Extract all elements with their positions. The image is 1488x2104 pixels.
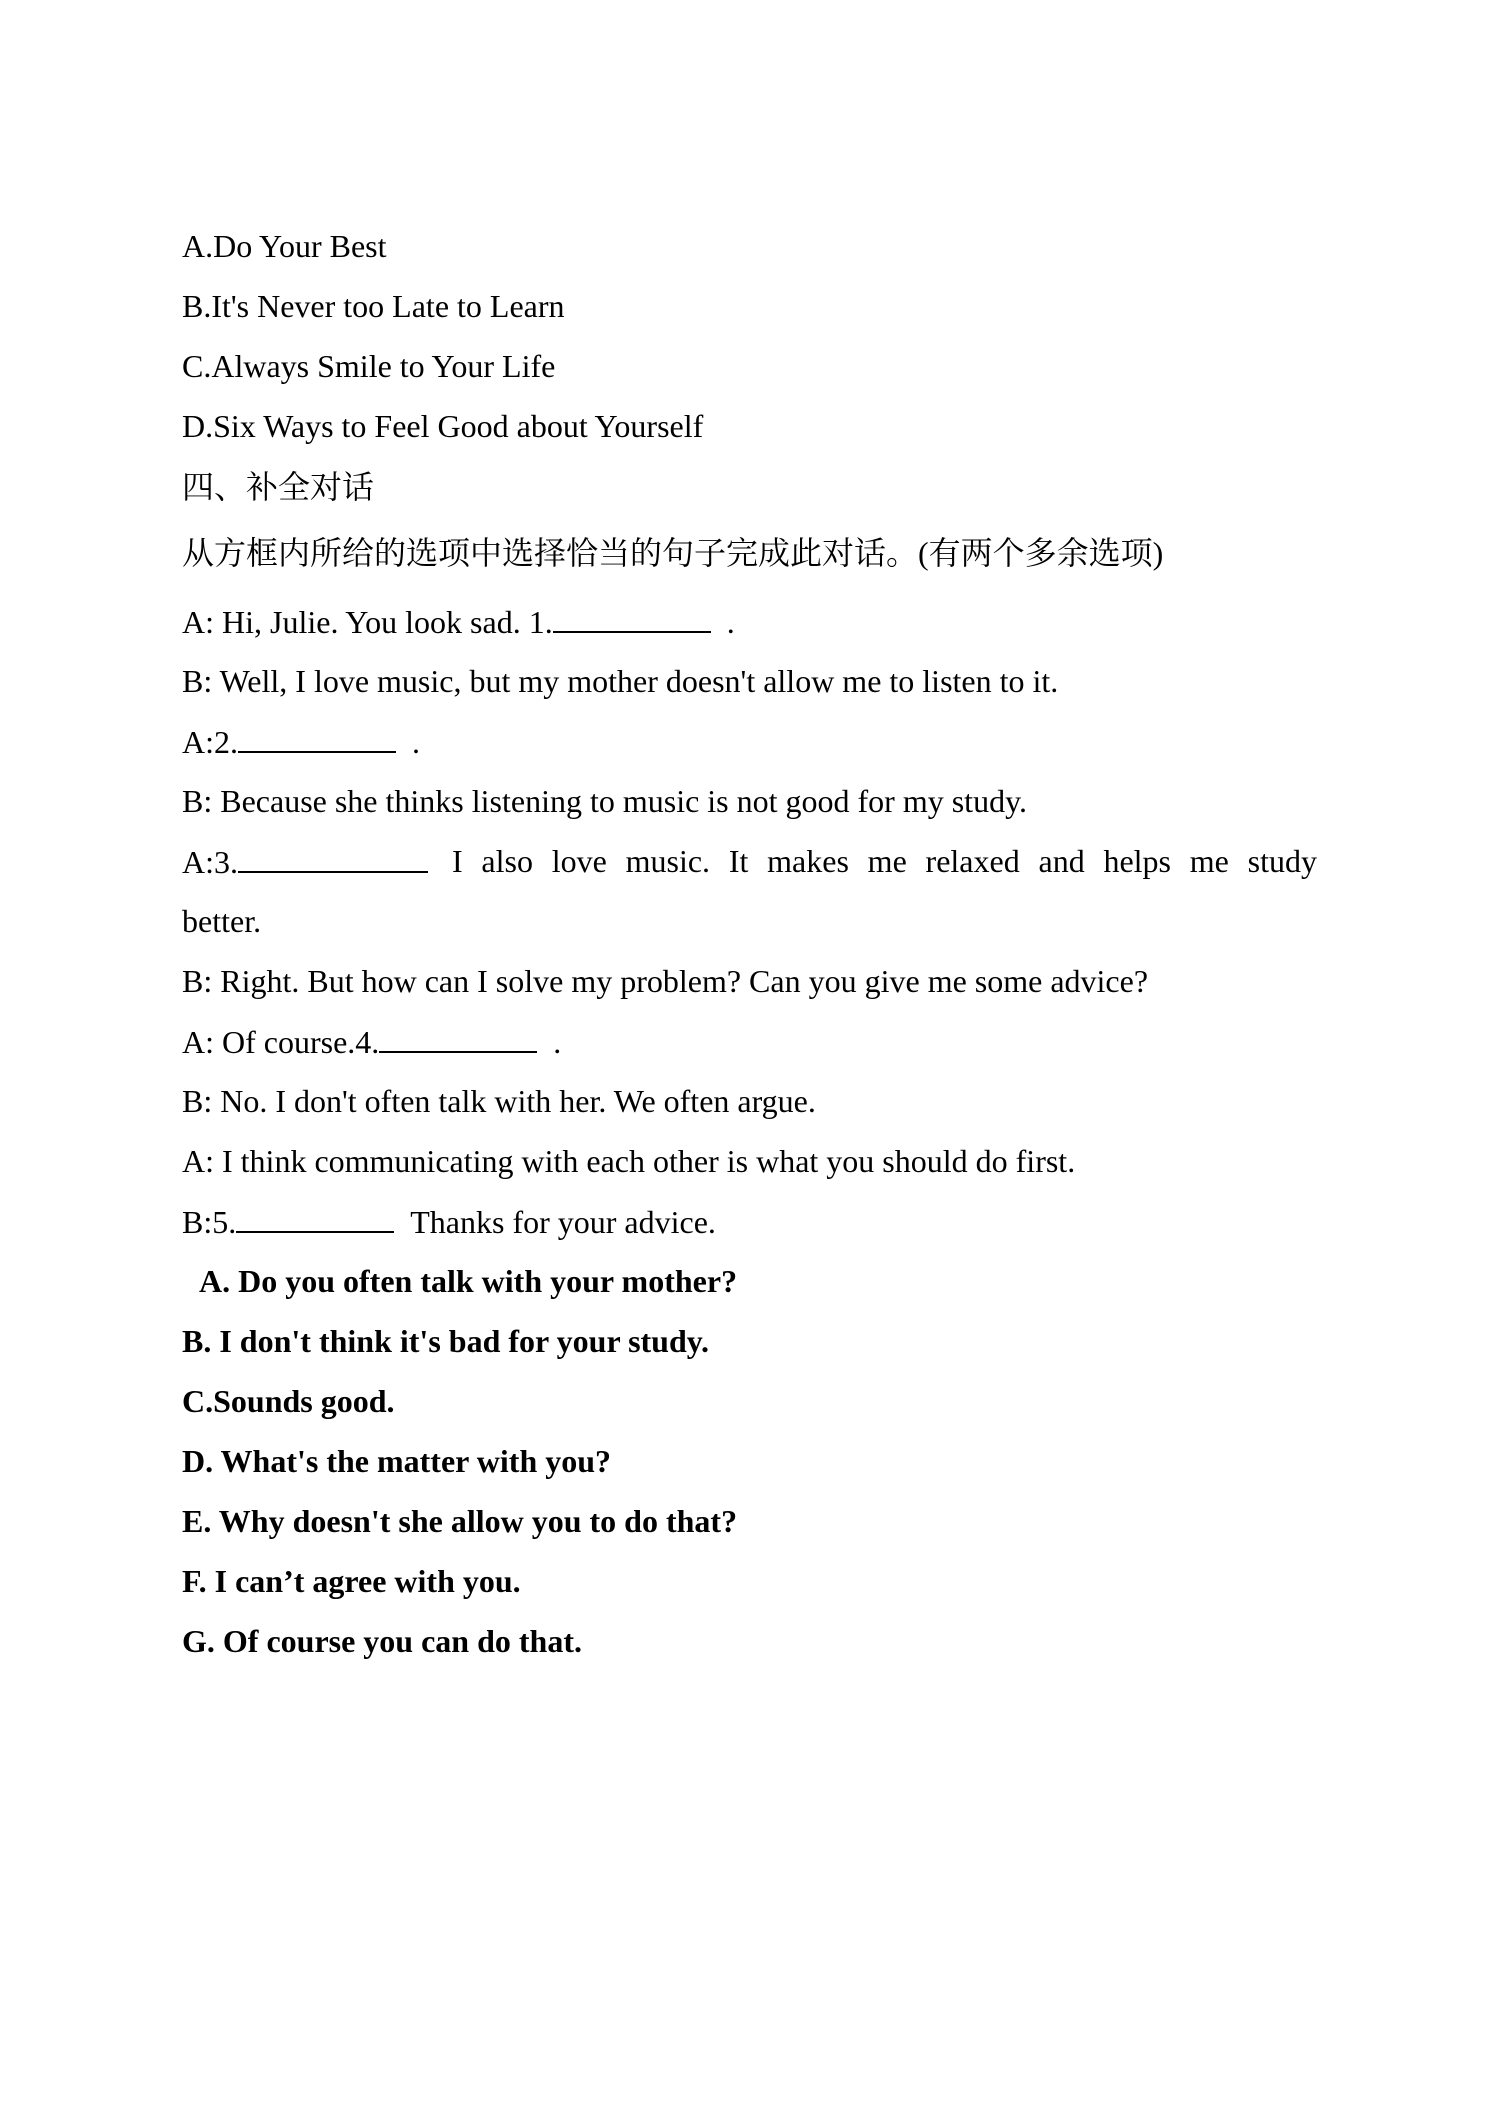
answer-option-g: G. Of course you can do that.: [182, 1623, 582, 1659]
dialogue-text: A:3.: [182, 844, 238, 880]
title-option-b: B.It's Never too Late to Learn: [182, 288, 565, 324]
dialogue-line-10: [182, 1201, 716, 1242]
answer-blank-1[interactable]: [553, 601, 711, 633]
dialogue-line-4: B: Because she thinks listening to music is not good for my study.: [182, 783, 1027, 819]
dialogue-text: .: [553, 1024, 562, 1060]
answer-blank-5[interactable]: [236, 1201, 394, 1233]
section-heading: 四、补全对话: [182, 469, 375, 505]
answer-blank-3[interactable]: [238, 841, 428, 873]
answer-option-f: F. I can’t agree with you.: [182, 1563, 521, 1599]
dialogue-line-1: [182, 601, 735, 642]
dialogue-text: A:2.: [182, 724, 238, 760]
dialogue-line-5-cont: better.: [182, 903, 262, 939]
answer-option-e: E. Why doesn't she allow you to do that?: [182, 1503, 738, 1539]
answer-option-a: A. Do you often talk with your mother?: [199, 1263, 738, 1299]
dialogue-line-5-tail: I also love music. It makes me relaxed and helps me study: [452, 843, 1317, 879]
title-option-a: A.Do Your Best: [182, 228, 387, 264]
dialogue-line-7: [182, 1021, 561, 1062]
dialogue-line-8: B: No. I don't often talk with her. We often argue.: [182, 1083, 816, 1119]
answer-blank-4[interactable]: [379, 1021, 537, 1053]
instruction-text: 从方框内所给的选项中选择恰当的句子完成此对话。(有两个多余选项): [182, 535, 1164, 571]
dialogue-text: B:5.: [182, 1204, 237, 1240]
answer-option-c: C.Sounds good.: [182, 1383, 395, 1419]
dialogue-text: .: [412, 724, 420, 760]
answer-blank-2[interactable]: [238, 721, 396, 753]
dialogue-line-9: A: I think communicating with each other is what you should do first.: [182, 1143, 1076, 1179]
dialogue-line-6: B: Right. But how can I solve my problem? Can you give me some advice?: [182, 963, 1149, 999]
answer-option-b: B. I don't think it's bad for your study.: [182, 1323, 709, 1359]
dialogue-text: A: Of course.4.: [182, 1024, 380, 1060]
title-option-c: C.Always Smile to Your Life: [182, 348, 556, 384]
dialogue-text: Thanks for your advice.: [410, 1204, 716, 1240]
dialogue-line-3: [182, 721, 420, 762]
dialogue-text: A: Hi, Julie. You look sad. 1.: [182, 604, 553, 640]
dialogue-line-5: [182, 841, 428, 882]
answer-option-d: D. What's the matter with you?: [182, 1443, 612, 1479]
title-option-d: D.Six Ways to Feel Good about Yourself: [182, 408, 704, 444]
dialogue-line-2: B: Well, I love music, but my mother doesn't allow me to listen to it.: [182, 663, 1059, 699]
dialogue-text: .: [726, 604, 735, 640]
